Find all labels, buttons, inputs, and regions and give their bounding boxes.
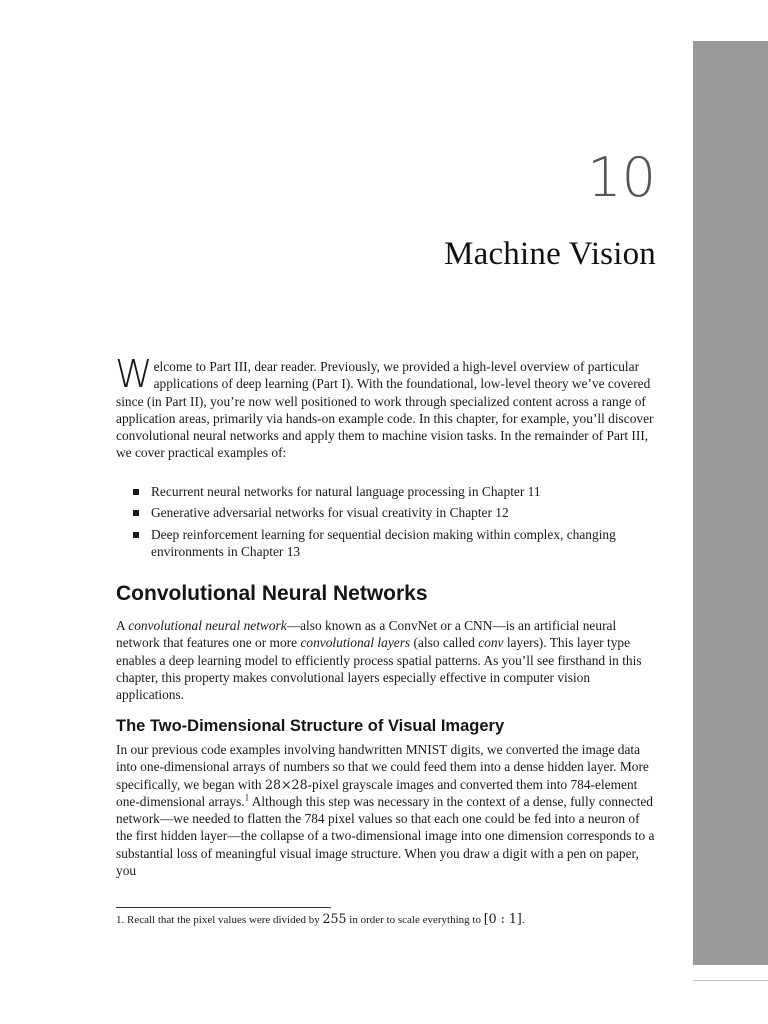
- square-bullet-icon: [133, 510, 139, 516]
- cnn-paragraph: A convolutional neural network—also known as a ConvNet or a CNN—is an artificial neural network that features one or more convolutional layers (also called conv layers). This layer type enables a deep learning model to efficiently process spatial patterns. As you’ll see firsthand in this chapter, this property makes convolutional layers especially effective in computer vision applications.: [116, 618, 642, 703]
- square-bullet-icon: [133, 489, 139, 495]
- drop-cap: W: [115, 352, 153, 396]
- math-inline: 28×28: [264, 776, 308, 792]
- bullet-list: [132, 483, 658, 564]
- math-inline: [0 : 1]: [483, 911, 522, 926]
- emphasis: conv: [478, 635, 504, 651]
- list-item: Recurrent neural networks for natural language processing in Chapter 11: [132, 483, 658, 500]
- list-item: Generative adversarial networks for visual creativity in Chapter 12: [132, 504, 658, 521]
- section-heading: Convolutional Neural Networks: [116, 582, 428, 605]
- emphasis: convolutional layers: [300, 635, 411, 651]
- subsection-heading: The Two-Dimensional Structure of Visual Imagery: [116, 717, 505, 735]
- chapter-number: 10: [587, 146, 656, 209]
- chapter-tab-bar: [693, 41, 768, 965]
- math-inline: 255: [322, 911, 347, 926]
- square-bullet-icon: [133, 532, 139, 538]
- list-item: Deep reinforcement learning for sequential decision making within complex, changing environments in Chapter 13: [132, 526, 658, 561]
- chapter-title: Machine Vision: [444, 236, 656, 272]
- intro-paragraph: [115, 352, 658, 462]
- imagery-paragraph: In our previous code examples involving handwritten MNIST digits, we converted the image data into one-dimensional arrays of numbers so that we could feed them into a dense hidden layer. More specifically, we began with 28×28-pixel grayscale images and converted them into 784-element one-dimensional arrays.$^1$ Although this step was necessary in the context of a dense, fully connected network—we needed to flatten the 784 pixel values so that each one could be fed into a neuron of the first hidden layer—the collapse of a two-dimensional image into one dimension corresponds to a substantial loss of meaningful visual image structure. When you draw a digit with a pen on paper, you: [116, 742, 655, 879]
- footnote: 1. Recall that the pixel values were divided by 255 in order to scale everything to [0 : 1].: [116, 911, 525, 926]
- tab-divider-line: [693, 980, 768, 981]
- emphasis: convolutional neural network: [128, 618, 287, 633]
- footnote-rule: [116, 907, 331, 908]
- footnote-ref[interactable]: 1: [244, 792, 250, 803]
- intro-text: elcome to Part III, dear reader. Previously, we provided a high-level overview of particular applications of deep learning (Part I). With the foundational, low-level theory we’ve covered since (in Part II), you’re now well positioned to work through specialized content across a range of application areas, primarily via hands-on example code. In this chapter, for example, you’ll discover convolutional neural networks and apply them to machine vision tasks. In the remainder of Part III, we cover practical examples of:: [116, 359, 654, 461]
